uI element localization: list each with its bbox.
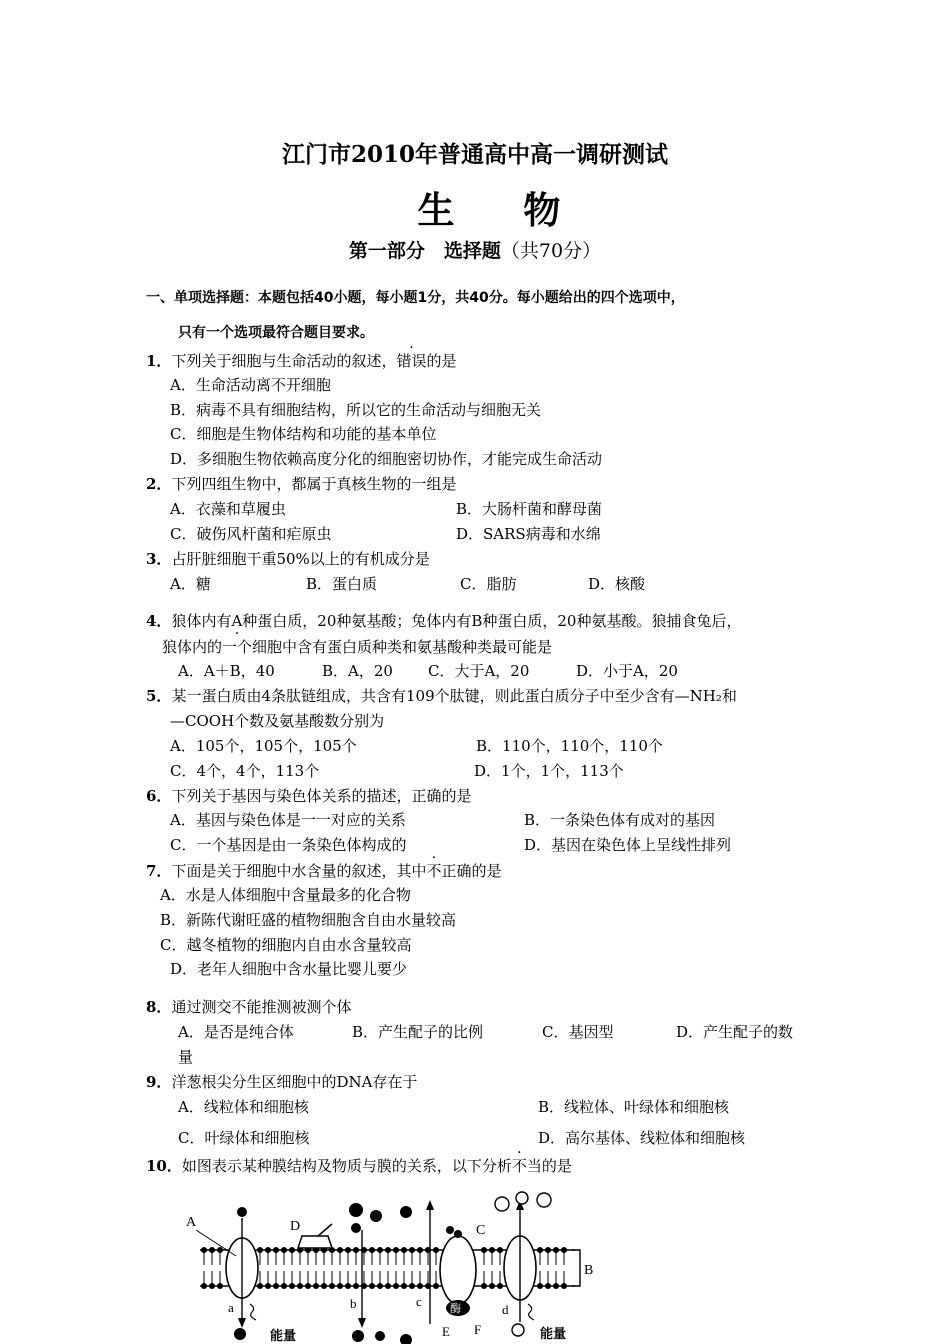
lipid-head [553, 1283, 559, 1289]
label-a: a [228, 1300, 234, 1315]
q6-option-b: B．一条染色体有成对的基因 [524, 811, 716, 829]
lipid-head [377, 1247, 383, 1253]
lipid-head [329, 1283, 335, 1289]
lipid-head [401, 1283, 407, 1289]
lipid-head [497, 1247, 503, 1253]
molecule-d3 [537, 1193, 551, 1207]
q8-option-d: D．产生配子的数 [676, 1023, 794, 1041]
lipid-head [321, 1283, 327, 1289]
lipid-head [409, 1247, 415, 1253]
q6-option-a: A．基因与染色体是一一对应的关系 [170, 811, 406, 829]
q7-option-b: B．新陈代谢旺盛的植物细胞含自由水量较高 [160, 911, 457, 929]
lipid-head [345, 1283, 351, 1289]
label-C: C [476, 1223, 486, 1238]
lipid-head [393, 1247, 399, 1253]
q5-option-c: C．4个，4个，113个 [170, 762, 320, 780]
lipid-head [385, 1283, 391, 1289]
q8-option-c: C．基因型 [542, 1023, 614, 1041]
lipid-head [369, 1283, 375, 1289]
glycoprotein-chain [318, 1224, 332, 1236]
molecule-b5 [352, 1330, 364, 1342]
lipid-head [369, 1247, 375, 1253]
membrane-diagram [180, 1190, 600, 1344]
q1-option-d: D．多细胞生物依赖高度分化的细胞密切协作，才能完成生命活动 [170, 450, 603, 468]
lipid-head [201, 1283, 207, 1289]
lipid-head [481, 1283, 487, 1289]
q4-line1-text: 狼体内有A种蛋白质，20种氨基酸；兔体内有B种蛋白质，20种氨基酸。狼捕食兔后， [171, 612, 742, 630]
q5-stem-line1 [146, 685, 737, 706]
lipid-head [209, 1283, 215, 1289]
lipid-head [433, 1247, 439, 1253]
q6-option-d: D．基因在染色体上呈线性排列 [524, 836, 732, 854]
q8-option-d-wrap: 量 [178, 1048, 194, 1066]
arrow-a-head [238, 1318, 246, 1328]
bracket-b [572, 1250, 580, 1286]
q8-stem [146, 996, 351, 1017]
q7-emphasis: 不 [426, 862, 442, 880]
q6-stem [146, 785, 471, 806]
q2-option-d: D．SARS病毒和水绵 [456, 525, 601, 543]
q9-option-d: D．高尔基体、线粒体和细胞核 [538, 1129, 746, 1147]
lipid-head [265, 1283, 271, 1289]
energy-arrow-2 [528, 1304, 534, 1320]
q8-number: 8． [146, 998, 172, 1016]
q8-option-b: B．产生配子的比例 [352, 1023, 484, 1041]
label-energy-2: 能量 [540, 1326, 567, 1341]
energy-arrow-1 [250, 1304, 256, 1320]
q1-stem-a: 下列关于细胞与生命活动的叙述， [171, 352, 397, 370]
q1-option-c: C．细胞是生物体结构和功能的基本单位 [170, 425, 437, 443]
lipid-head [393, 1283, 399, 1289]
lipid-head [489, 1247, 495, 1253]
q4-option-b: B．A，20 [322, 662, 393, 680]
q4-line2-b: 细胞中含有蛋白质种类和氨基酸种类最可能是 [252, 638, 553, 656]
lipid-head [217, 1283, 223, 1289]
q9-option-b: B．线粒体、叶绿体和细胞核 [538, 1098, 730, 1116]
glycoprotein-d [298, 1236, 332, 1248]
molecule-d1 [495, 1197, 509, 1211]
lipid-head [561, 1283, 567, 1289]
q2-number: 2． [146, 475, 172, 493]
q3-option-a: A．糖 [170, 575, 211, 593]
q4-stem-line2 [162, 636, 552, 657]
q1-emphasis: 错误 [396, 352, 427, 370]
q6-number: 6． [146, 787, 172, 805]
subject-title: 生 物 [417, 188, 589, 232]
lipid-head [537, 1283, 543, 1289]
lipid-head [433, 1283, 439, 1289]
lipid-head [385, 1247, 391, 1253]
q7-option-d: D．老年人细胞中含水量比婴儿要少 [170, 960, 408, 978]
lipid-head [313, 1283, 319, 1289]
q5-option-a: A．105个，105个，105个 [170, 737, 357, 755]
lipid-head [273, 1283, 279, 1289]
molecule-b2 [370, 1210, 382, 1222]
q8-option-a: A．是否是纯合体 [178, 1023, 294, 1041]
label-b: b [350, 1296, 357, 1311]
q1-option-b: B．病毒不具有细胞结构，所以它的生命活动与细胞无关 [170, 401, 542, 419]
lipid-head [273, 1247, 279, 1253]
lipid-head [481, 1247, 487, 1253]
lipid-head [497, 1283, 503, 1289]
lipid-head [217, 1247, 223, 1253]
q7-option-a: A．水是人体细胞中含量最多的化合物 [160, 886, 411, 904]
lipid-head [561, 1247, 567, 1253]
molecule-b1 [349, 1203, 363, 1217]
q4-line2-a: 狼体内的 [162, 638, 223, 656]
q10-stem-b: 当的是 [526, 1157, 572, 1175]
label-E: E [442, 1324, 450, 1339]
lipid-head [265, 1247, 271, 1253]
q6-option-c: C．一个基因是由一条染色体构成的 [170, 836, 407, 854]
lipid-head [353, 1283, 359, 1289]
q8-stem-text: 通过测交不能推测被测个体 [171, 998, 352, 1016]
lipid-head [281, 1247, 287, 1253]
q4-emphasis: 一个 [222, 638, 253, 656]
lipid-head [209, 1247, 215, 1253]
label-d: d [502, 1302, 509, 1317]
molecule-b4 [400, 1206, 412, 1218]
q1-number: 1． [146, 352, 172, 370]
q7-stem [146, 860, 501, 881]
lipid-head [417, 1283, 423, 1289]
q3-stem [146, 548, 430, 569]
q10-stem-a: 如图表示某种膜结构及物质与膜的关系，以下分析 [181, 1157, 512, 1175]
lipid-head [257, 1247, 263, 1253]
section-instruction-line2: 只有一个选项最符合题目要求。 [178, 325, 374, 341]
lipid-head [409, 1283, 415, 1289]
q5-number: 5． [146, 687, 172, 705]
lipid-head [201, 1247, 207, 1253]
lipid-head [417, 1247, 423, 1253]
q2-option-b: B．大肠杆菌和酵母菌 [456, 500, 603, 518]
q7-option-c: C．越冬植物的细胞内自由水含量较高 [160, 936, 412, 954]
lipid-head [545, 1283, 551, 1289]
q2-stem [146, 473, 456, 494]
lipid-head [537, 1247, 543, 1253]
lipid-head [401, 1247, 407, 1253]
molecule-c2 [454, 1230, 462, 1238]
q1-stem [146, 350, 456, 371]
arrow-b-head [358, 1318, 366, 1328]
q5-option-d: D．1个，1个，113个 [474, 762, 624, 780]
lipid-head [297, 1283, 303, 1289]
q9-stem-text: 洋葱根尖分生区细胞中的DNA存在于 [171, 1073, 418, 1091]
lipid-head [337, 1247, 343, 1253]
q7-stem-a: 下面是关于细胞中水含量的叙述，其中 [171, 862, 427, 880]
q3-stem-text: 占肝脏细胞干重50%以上的有机成分是 [171, 550, 430, 568]
lipid-head [289, 1247, 295, 1253]
lipid-head [345, 1247, 351, 1253]
q5-option-b: B．110个，110个，110个 [476, 737, 663, 755]
molecule-b6 [375, 1331, 385, 1341]
q1-option-a: A．生命活动离不开细胞 [170, 376, 331, 394]
label-A: A [186, 1215, 197, 1230]
q7-number: 7． [146, 862, 172, 880]
arrow-c-head [426, 1200, 434, 1210]
q9-option-c: C．叶绿体和细胞核 [178, 1129, 310, 1147]
molecule-c1 [446, 1226, 454, 1234]
q4-number: 4． [146, 612, 172, 630]
molecule-b7 [400, 1334, 412, 1344]
lipid-head [377, 1283, 383, 1289]
q7-stem-b: 正确的是 [441, 862, 502, 880]
protein-c [440, 1236, 476, 1304]
lipid-head [353, 1247, 359, 1253]
part-bold: 第一部分 选择题 [348, 240, 501, 262]
q5-stem-line2: —COOH个数及氨基酸数分别为 [170, 712, 385, 730]
q2-option-a: A．衣藻和草履虫 [170, 500, 286, 518]
q10-number: 10． [146, 1157, 182, 1175]
q9-option-a: A．线粒体和细胞核 [178, 1098, 309, 1116]
q10-stem [146, 1155, 572, 1176]
q1-stem-b: 的是 [426, 352, 457, 370]
lipid-head [545, 1247, 551, 1253]
section-instruction-line1: 一、单项选择题：本题包括40小题，每小题1分，共40分。每小题给出的四个选项中， [146, 290, 685, 306]
q4-option-d: D．小于A，20 [576, 662, 678, 680]
lipid-head [281, 1283, 287, 1289]
lipid-head [553, 1247, 559, 1253]
q3-option-c: C．脂肪 [460, 575, 517, 593]
label-F: F [474, 1322, 482, 1337]
molecule-d4 [512, 1324, 524, 1336]
molecule-a-top [237, 1207, 247, 1217]
q6-stem-text: 下列关于基因与染色体关系的描述，正确的是 [171, 787, 472, 805]
label-D: D [290, 1219, 301, 1234]
q2-stem-text: 下列四组生物中，都属于真核生物的一组是 [171, 475, 457, 493]
molecule-d2 [516, 1192, 528, 1204]
lipid-head [305, 1283, 311, 1289]
lipid-head [257, 1283, 263, 1289]
label-c: c [416, 1294, 422, 1309]
q3-option-b: B．蛋白质 [306, 575, 378, 593]
q4-option-c: C．大于A，20 [428, 662, 530, 680]
label-energy-1: 能量 [270, 1328, 297, 1343]
molecule-b3 [351, 1223, 361, 1233]
part-heading [0, 236, 950, 263]
q5-line1-text: 某一蛋白质由4条肽链组成，共含有109个肽键，则此蛋白质分子中至少含有—NH₂和 [171, 687, 737, 705]
q9-number: 9． [146, 1073, 172, 1091]
q4-option-a: A．A＋B，40 [178, 662, 275, 680]
lipid-head [289, 1283, 295, 1289]
q9-stem [146, 1071, 417, 1092]
q3-number: 3． [146, 550, 172, 568]
exam-title: 江门市2010年普通高中高一调研测试 [281, 141, 668, 168]
molecule-a-bottom [234, 1328, 246, 1340]
lipid-head [489, 1283, 495, 1289]
q10-emphasis: 不 [511, 1157, 527, 1175]
q3-option-d: D．核酸 [588, 575, 646, 593]
label-B: B [584, 1263, 594, 1278]
q2-option-c: C．破伤风杆菌和疟原虫 [170, 525, 332, 543]
lipid-head [337, 1283, 343, 1289]
part-note: （共70分） [500, 240, 602, 262]
label-enzyme: 酶 [450, 1303, 461, 1315]
